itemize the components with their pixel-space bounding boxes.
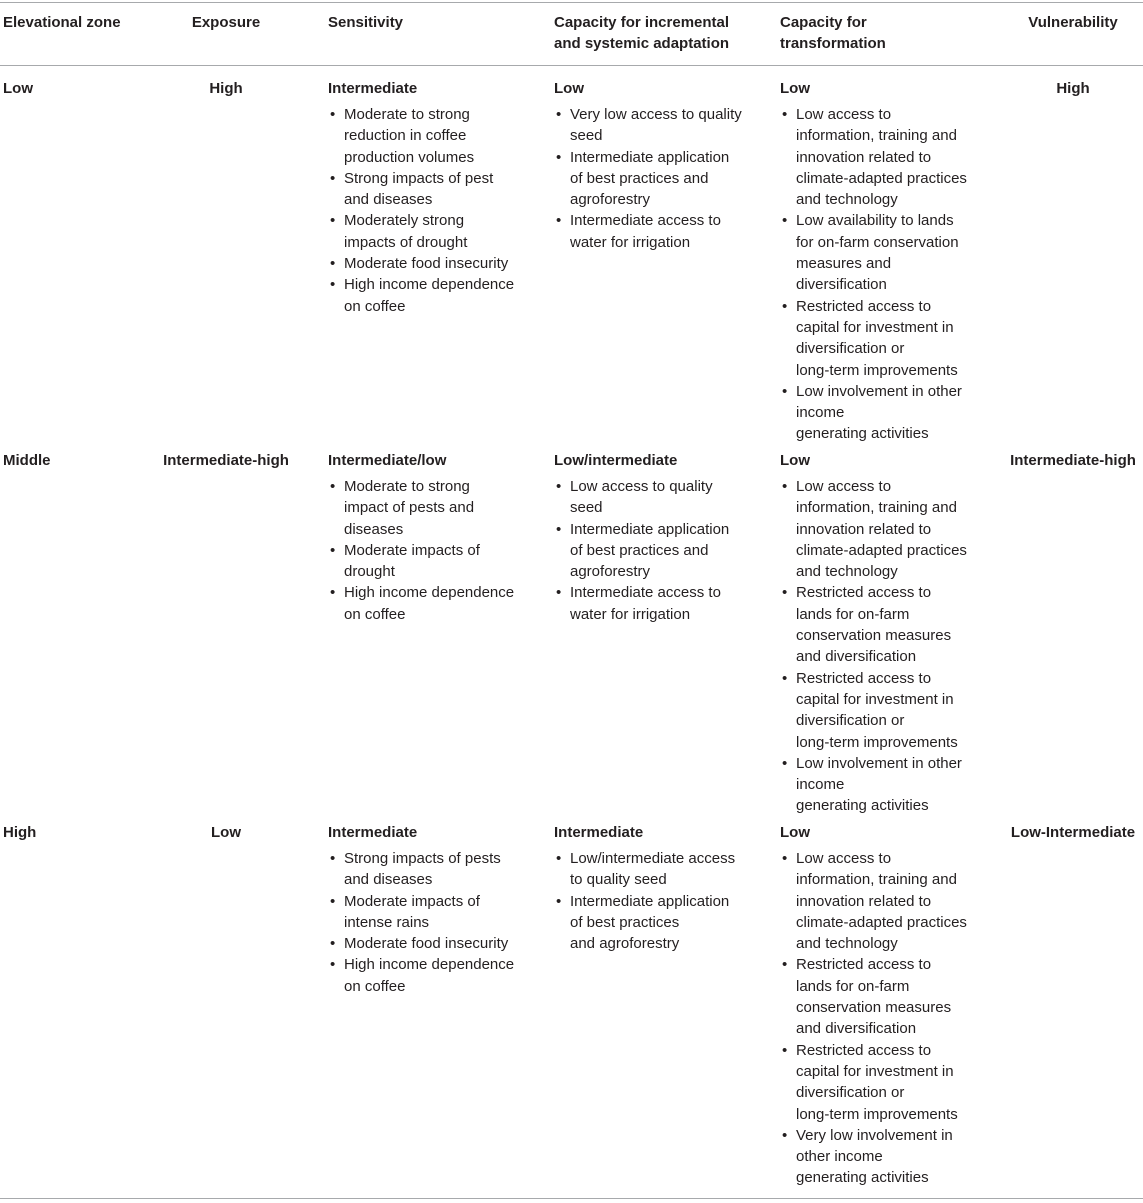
list-item-line: lands for on-farm — [796, 605, 910, 623]
bullet-icon: • — [330, 212, 336, 230]
list-item-line: information, training and — [796, 499, 957, 517]
list-item — [554, 519, 764, 583]
bullet-icon: • — [330, 276, 336, 294]
table-bottom-rule — [0, 1198, 1143, 1199]
list-item-line: of best practices — [570, 913, 680, 931]
bullet-icon: • — [782, 478, 788, 495]
list-item-line: impacts of drought — [344, 233, 468, 251]
list-item-line: income — [796, 404, 845, 422]
list-item-line: capital for investment in — [796, 1062, 954, 1080]
list-item — [554, 104, 764, 147]
bullet-icon: • — [782, 584, 788, 602]
table-top-rule — [0, 2, 1143, 3]
list-item-line: Moderate food insecurity — [344, 935, 509, 953]
row-incremental-level: Low/intermediate — [554, 452, 678, 469]
row-vulnerability: Intermediate-high — [1010, 452, 1136, 469]
list-item-line: diversification or — [796, 340, 905, 358]
list-item-line: Intermediate access to — [570, 584, 721, 602]
list-item-line: generating activities — [796, 425, 929, 443]
list-item-line: diversification or — [796, 712, 905, 730]
list-item-line: Intermediate application — [570, 148, 730, 166]
table-header-rule — [0, 65, 1143, 66]
header-transformation-line2: transformation — [780, 35, 886, 52]
row-sensitivity-list — [328, 476, 528, 625]
list-item-line: innovation related to — [796, 892, 932, 910]
list-item — [328, 933, 528, 954]
list-item-line: climate-adapted practices — [796, 541, 967, 559]
list-item-line: Moderately strong — [344, 212, 465, 230]
list-item-line: agroforestry — [570, 191, 651, 209]
list-item-line: of best practices and — [570, 169, 709, 187]
bullet-icon: • — [556, 850, 562, 867]
bullet-icon: • — [556, 892, 562, 910]
list-item — [328, 253, 528, 274]
list-item-line: Low availability to lands — [796, 212, 954, 230]
bullet-icon: • — [330, 478, 336, 495]
list-item-line: Intermediate application — [570, 520, 730, 538]
bullet-icon: • — [330, 935, 336, 953]
list-item — [554, 476, 764, 519]
header-exposure: Exposure — [191, 14, 261, 31]
list-item — [554, 848, 764, 891]
list-item-line: Low access to — [796, 106, 892, 123]
bullet-icon: • — [782, 850, 788, 867]
bullet-icon: • — [330, 892, 336, 910]
row-exposure: Low — [211, 824, 241, 841]
list-item-line: on coffee — [344, 977, 406, 995]
list-item-line: for on-farm conservation — [796, 233, 959, 251]
bullet-icon: • — [782, 1041, 788, 1059]
list-item-line: Low access to — [796, 478, 892, 495]
list-item-line: Restricted access to — [796, 297, 932, 315]
list-item — [328, 168, 528, 211]
bullet-icon: • — [782, 106, 788, 123]
bullet-icon: • — [556, 212, 562, 230]
list-item-line: long-term improvements — [796, 1105, 958, 1123]
row-sensitivity-level: Intermediate — [328, 824, 418, 841]
row-zone: High — [3, 824, 37, 841]
bullet-icon: • — [330, 169, 336, 187]
row-transformation-list — [780, 476, 990, 817]
list-item-line: and technology — [796, 935, 898, 953]
list-item — [554, 147, 764, 211]
list-item-line: reduction in coffee — [344, 127, 467, 145]
list-item-line: innovation related to — [796, 148, 932, 166]
list-item-line: Intermediate access to — [570, 212, 721, 230]
list-item-line: Very low involvement in — [796, 1126, 953, 1144]
list-item-line: Low/intermediate access — [570, 850, 736, 867]
list-item-line: other income — [796, 1148, 883, 1166]
list-item-line: Restricted access to — [796, 1041, 932, 1059]
list-item-line: Restricted access to — [796, 584, 932, 602]
list-item-line: High income dependence — [344, 956, 515, 974]
list-item — [328, 274, 528, 317]
list-item-line: conservation measures — [796, 627, 952, 645]
list-item — [328, 582, 528, 625]
list-item — [780, 954, 990, 1039]
row-sensitivity-list — [328, 848, 528, 997]
header-incremental-line2: and systemic adaptation — [554, 35, 730, 52]
bullet-icon: • — [556, 520, 562, 538]
row-zone: Low — [3, 80, 33, 97]
list-item-line: High income dependence — [344, 584, 515, 602]
row-sensitivity-level: Intermediate — [328, 80, 418, 97]
list-item — [554, 891, 764, 955]
bullet-icon: • — [330, 106, 336, 123]
list-item-line: diversification — [796, 276, 887, 294]
list-item-line: water for irrigation — [570, 605, 691, 623]
list-item-line: agroforestry — [570, 563, 651, 581]
bullet-icon: • — [330, 255, 336, 273]
row-transformation — [780, 450, 990, 817]
bullet-icon: • — [330, 541, 336, 559]
list-item-line: impact of pests and — [344, 499, 475, 517]
list-item-line: to quality seed — [570, 871, 667, 889]
list-item-line: Moderate impacts of — [344, 892, 480, 910]
header-sensitivity: Sensitivity — [328, 14, 404, 31]
list-item-line: information, training and — [796, 127, 957, 145]
list-item — [328, 848, 528, 891]
bullet-icon: • — [330, 584, 336, 602]
list-item-line: conservation measures — [796, 999, 952, 1017]
list-item — [780, 210, 990, 295]
list-item-line: climate-adapted practices — [796, 913, 967, 931]
list-item — [780, 296, 990, 381]
bullet-icon: • — [782, 669, 788, 687]
list-item-line: income — [796, 776, 845, 794]
row-sensitivity — [328, 822, 528, 997]
list-item-line: drought — [344, 563, 395, 581]
list-item-line: Low access to — [796, 850, 892, 867]
bullet-icon: • — [330, 850, 336, 867]
list-item — [780, 848, 990, 954]
row-sensitivity — [328, 450, 528, 625]
list-item — [554, 210, 764, 253]
header-incremental-adaptation — [554, 12, 764, 54]
bullet-icon: • — [782, 1126, 788, 1144]
list-item-line: Intermediate application — [570, 892, 730, 910]
list-item-line: water for irrigation — [570, 233, 691, 251]
list-item — [780, 1125, 990, 1189]
list-item-line: on coffee — [344, 297, 406, 315]
list-item — [554, 582, 764, 625]
row-transformation-list — [780, 104, 990, 445]
row-transformation-level: Low — [780, 824, 810, 841]
list-item-line: Moderate food insecurity — [344, 255, 509, 273]
list-item-line: Restricted access to — [796, 669, 932, 687]
bullet-icon: • — [556, 148, 562, 166]
row-sensitivity-level: Intermediate/low — [328, 452, 447, 469]
list-item-line: generating activities — [796, 797, 929, 815]
bullet-icon: • — [782, 382, 788, 400]
list-item-line: measures and — [796, 255, 892, 273]
list-item — [780, 476, 990, 582]
list-item-line: on coffee — [344, 605, 406, 623]
list-item-line: Restricted access to — [796, 956, 932, 974]
row-transformation — [780, 78, 990, 445]
header-vulnerability: Vulnerability — [1028, 14, 1118, 31]
list-item-line: long-term improvements — [796, 733, 958, 751]
row-transformation — [780, 822, 990, 1189]
bullet-icon: • — [556, 478, 562, 495]
list-item-line: Very low access to quality — [570, 106, 742, 123]
list-item-line: seed — [570, 499, 603, 517]
list-item-line: and agroforestry — [570, 935, 680, 953]
header-transformation-line1: Capacity for — [780, 14, 867, 31]
list-item-line: and diversification — [796, 1020, 917, 1038]
header-elevational-zone: Elevational zone — [3, 14, 121, 31]
list-item — [780, 104, 990, 210]
list-item-line: capital for investment in — [796, 318, 954, 336]
row-exposure: High — [209, 80, 243, 97]
list-item-line: diversification or — [796, 1084, 905, 1102]
row-incremental-level: Low — [554, 80, 584, 97]
row-incremental — [554, 78, 764, 253]
list-item-line: Strong impacts of pests — [344, 850, 501, 867]
list-item — [780, 668, 990, 753]
list-item-line: Moderate to strong — [344, 478, 470, 495]
list-item-line: and diversification — [796, 648, 917, 666]
bullet-icon: • — [556, 106, 562, 123]
list-item — [780, 1040, 990, 1125]
list-item — [328, 891, 528, 934]
row-transformation-list — [780, 848, 990, 1189]
list-item-line: Low access to quality — [570, 478, 713, 495]
header-transformation — [780, 12, 990, 54]
header-incremental-line1: Capacity for incremental — [554, 14, 730, 31]
list-item-line: seed — [570, 127, 603, 145]
bullet-icon: • — [782, 297, 788, 315]
row-vulnerability: Low-Intermediate — [1010, 824, 1136, 841]
row-sensitivity-list — [328, 104, 528, 317]
row-incremental-level: Intermediate — [554, 824, 644, 841]
row-incremental-list — [554, 848, 764, 954]
list-item-line: capital for investment in — [796, 690, 954, 708]
bullet-icon: • — [782, 754, 788, 772]
list-item-line: diseases — [344, 520, 404, 538]
list-item — [328, 954, 528, 997]
list-item-line: and diseases — [344, 191, 433, 209]
list-item-line: production volumes — [344, 148, 475, 166]
list-item-line: Moderate impacts of — [344, 541, 480, 559]
row-incremental — [554, 450, 764, 625]
list-item-line: long-term improvements — [796, 361, 958, 379]
list-item — [780, 753, 990, 817]
row-zone: Middle — [3, 452, 51, 469]
list-item — [780, 381, 990, 445]
bullet-icon: • — [330, 956, 336, 974]
row-transformation-level: Low — [780, 80, 810, 97]
list-item-line: of best practices and — [570, 541, 709, 559]
list-item-line: and diseases — [344, 871, 433, 889]
row-vulnerability: High — [1056, 80, 1090, 97]
list-item-line: High income dependence — [344, 276, 515, 294]
list-item-line: Low involvement in other — [796, 382, 962, 400]
row-incremental-list — [554, 104, 764, 253]
list-item — [328, 476, 528, 540]
row-transformation-level: Low — [780, 452, 810, 469]
bullet-icon: • — [782, 956, 788, 974]
list-item-line: Low involvement in other — [796, 754, 962, 772]
bullet-icon: • — [556, 584, 562, 602]
list-item — [328, 104, 528, 168]
list-item — [328, 540, 528, 583]
row-exposure: Intermediate-high — [163, 452, 289, 469]
list-item-line: and technology — [796, 563, 898, 581]
list-item-line: climate-adapted practices — [796, 169, 967, 187]
list-item-line: intense rains — [344, 913, 430, 931]
list-item-line: Moderate to strong — [344, 106, 470, 123]
bullet-icon: • — [782, 212, 788, 230]
list-item-line: generating activities — [796, 1169, 929, 1187]
list-item-line: and technology — [796, 191, 898, 209]
list-item — [780, 582, 990, 667]
list-item-line: innovation related to — [796, 520, 932, 538]
row-incremental — [554, 822, 764, 954]
list-item — [328, 210, 528, 253]
list-item-line: Strong impacts of pest — [344, 169, 494, 187]
row-sensitivity — [328, 78, 528, 317]
list-item-line: lands for on-farm — [796, 977, 910, 995]
row-incremental-list — [554, 476, 764, 625]
list-item-line: information, training and — [796, 871, 957, 889]
